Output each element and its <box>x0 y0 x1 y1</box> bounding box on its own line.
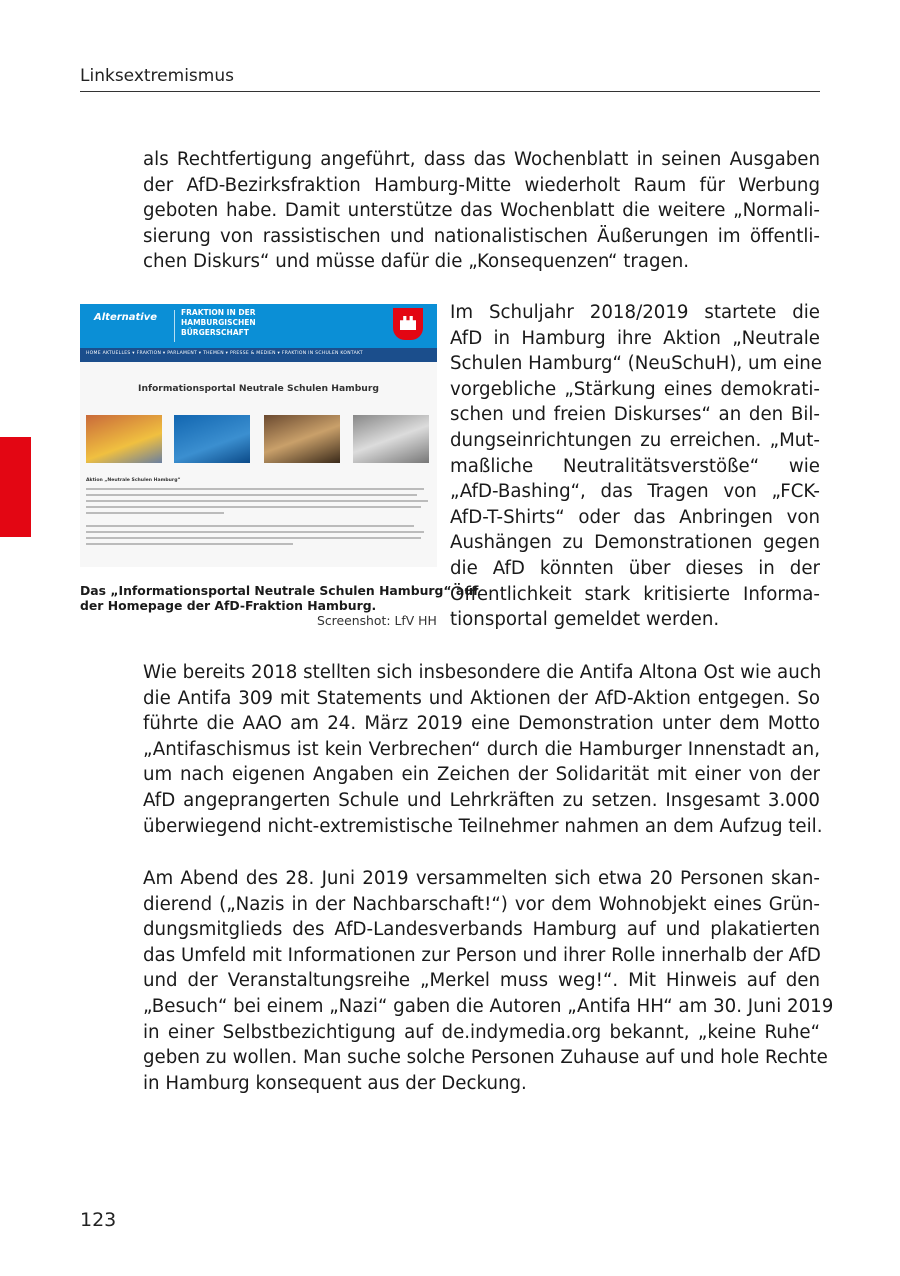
header-rule <box>80 91 820 92</box>
page-number: 123 <box>80 1209 117 1231</box>
greeked-line <box>86 525 414 527</box>
text-line: AfD angeprangerten Schule und Lehrkräften zu setzen. Insgesamt 3.000 <box>143 789 820 811</box>
screenshot-header-text <box>181 308 256 338</box>
paragraph-1 <box>143 147 820 275</box>
chapter-marker <box>0 437 31 537</box>
greeked-line <box>86 531 424 533</box>
website-screenshot <box>80 304 437 567</box>
text-line: als Rechtfertigung angeführt, dass das Wochenblatt in seinen Ausgaben <box>143 149 820 170</box>
caption-line: Das „Informationsportal Neutrale Schulen Hamburg“ auf <box>80 583 479 598</box>
text-line: sierung von rassistischen und nationalistischen Äußerungen im öffentli- <box>143 225 820 247</box>
text-line: die AfD könnten über dieses in der <box>450 557 820 579</box>
text-line: um nach eigenen Angaben ein Zeichen der Solidarität mit einer von der <box>143 764 820 786</box>
caption-line: der Homepage der AfD-Fraktion Hamburg. <box>80 598 377 613</box>
greeked-line <box>86 537 421 539</box>
text-line: führte die AAO am 24. März 2019 eine Demonstration unter dem Motto <box>143 713 820 735</box>
text-line: chen Diskurs“ und müsse dafür die „Konsequenzen“ tragen. <box>143 251 690 273</box>
text-line: dungseinrichtungen zu erreichen. „Mut- <box>450 429 820 451</box>
screenshot-thumbnail <box>174 415 250 463</box>
text-line: Am Abend des 28. Juni 2019 versammelten sich etwa 20 Personen skan- <box>143 868 820 889</box>
greeked-line <box>86 494 417 496</box>
text-line: AfD-T-Shirts“ oder das Anbringen von <box>450 506 820 528</box>
text-line: geben zu wollen. Man suche solche Personen Zuhause auf und hole Rechte <box>143 1047 828 1069</box>
screenshot-thumbnail <box>353 415 429 463</box>
text-line: überwiegend nicht-extremistische Teilnehmer nahmen an dem Aufzug teil. <box>143 815 823 837</box>
greeked-line <box>86 488 424 490</box>
screenshot-body-text <box>86 488 431 549</box>
screenshot-nav-items: HOME AKTUELLES ▾ FRAKTION ▾ PARLAMENT ▾ THEMEN ▾ PRESSE & MEDIEN ▾ FRAKTION IN SCHULEN KONTAKT <box>86 351 363 356</box>
paragraph-2 <box>450 300 820 633</box>
text-line: AfD in Hamburg ihre Aktion „Neutrale <box>450 327 820 349</box>
text-line: maßliche Neutralitätsverstöße“ wie <box>450 455 820 477</box>
paragraph-4 <box>143 866 834 1096</box>
text-line: Öffentlichkeit stark kritisierte Informa- <box>450 583 820 605</box>
greeked-line <box>86 543 293 545</box>
paragraph-3 <box>143 660 823 839</box>
figure-caption <box>80 583 479 613</box>
text-line: „Besuch“ bei einem „Nazi“ gaben die Autoren „Antifa HH“ am 30. Juni 2019 <box>143 995 834 1017</box>
text-line: tionsportal gemeldet werden. <box>450 609 720 631</box>
text-line: dierend („Nazis in der Nachbarschaft!“) vor dem Wohnobjekt eines Grün- <box>143 893 820 915</box>
afd-logo-text: Alternative <box>94 312 158 323</box>
text-line: Wie bereits 2018 stellten sich insbesondere die Antifa Altona Ost wie auch <box>143 662 822 683</box>
text-line: Schulen Hamburg“ (NeuSchuH), um eine <box>450 353 822 375</box>
text-line: dungsmitglieds des AfD-Landesverbands Hamburg auf und plakatierten <box>143 919 820 941</box>
screenshot-divider <box>174 310 175 342</box>
text-line: vorgebliche „Stärkung eines demokrati- <box>450 378 820 400</box>
running-header: Linksextremismus <box>80 66 234 86</box>
text-line: „Antifaschismus ist kein Verbrechen“ durch die Hamburger Innenstadt an, <box>143 738 820 760</box>
text-line: der AfD-Bezirksfraktion Hamburg-Mitte wiederholt Raum für Werbung <box>143 174 820 196</box>
text-line: geboten habe. Damit unterstütze das Wochenblatt die weitere „Normali- <box>143 200 820 222</box>
screenshot-subhead: Aktion „Neutrale Schulen Hamburg“ <box>86 478 181 483</box>
text-line: das Umfeld mit Informationen zur Person und ihrer Rolle innerhalb der AfD <box>143 944 821 966</box>
screenshot-thumbnail <box>86 415 162 463</box>
greeked-line <box>86 512 224 514</box>
screenshot-header-line: FRAKTION IN DER <box>181 308 256 317</box>
greeked-line <box>86 500 428 502</box>
greeked-line <box>86 506 421 508</box>
screenshot-page-title: Informationsportal Neutrale Schulen Hamburg <box>138 383 379 394</box>
screenshot-header-line: BÜRGERSCHAFT <box>181 328 249 337</box>
text-line: schen und freien Diskurses“ an den Bil- <box>450 404 820 426</box>
text-line: „AfD-Bashing“, das Tragen von „FCK- <box>450 481 820 503</box>
text-line: in Hamburg konsequent aus der Deckung. <box>143 1072 527 1094</box>
text-line: Im Schuljahr 2018/2019 startete die <box>450 302 820 323</box>
screenshot-thumbnail <box>264 415 340 463</box>
text-line: in einer Selbstbezichtigung auf de.indymedia.org bekannt, „keine Ruhe“ <box>143 1021 820 1043</box>
text-line: die Antifa 309 mit Statements und Aktionen der AfD-Aktion entgegen. So <box>143 687 820 709</box>
text-line: Aushängen zu Demonstrationen gegen <box>450 532 820 554</box>
text-line: und der Veranstaltungsreihe „Merkel muss weg!“. Mit Hinweis auf den <box>143 970 820 992</box>
figure-credit: Screenshot: LfV HH <box>317 613 437 628</box>
screenshot-header-line: HAMBURGISCHEN <box>181 318 256 327</box>
